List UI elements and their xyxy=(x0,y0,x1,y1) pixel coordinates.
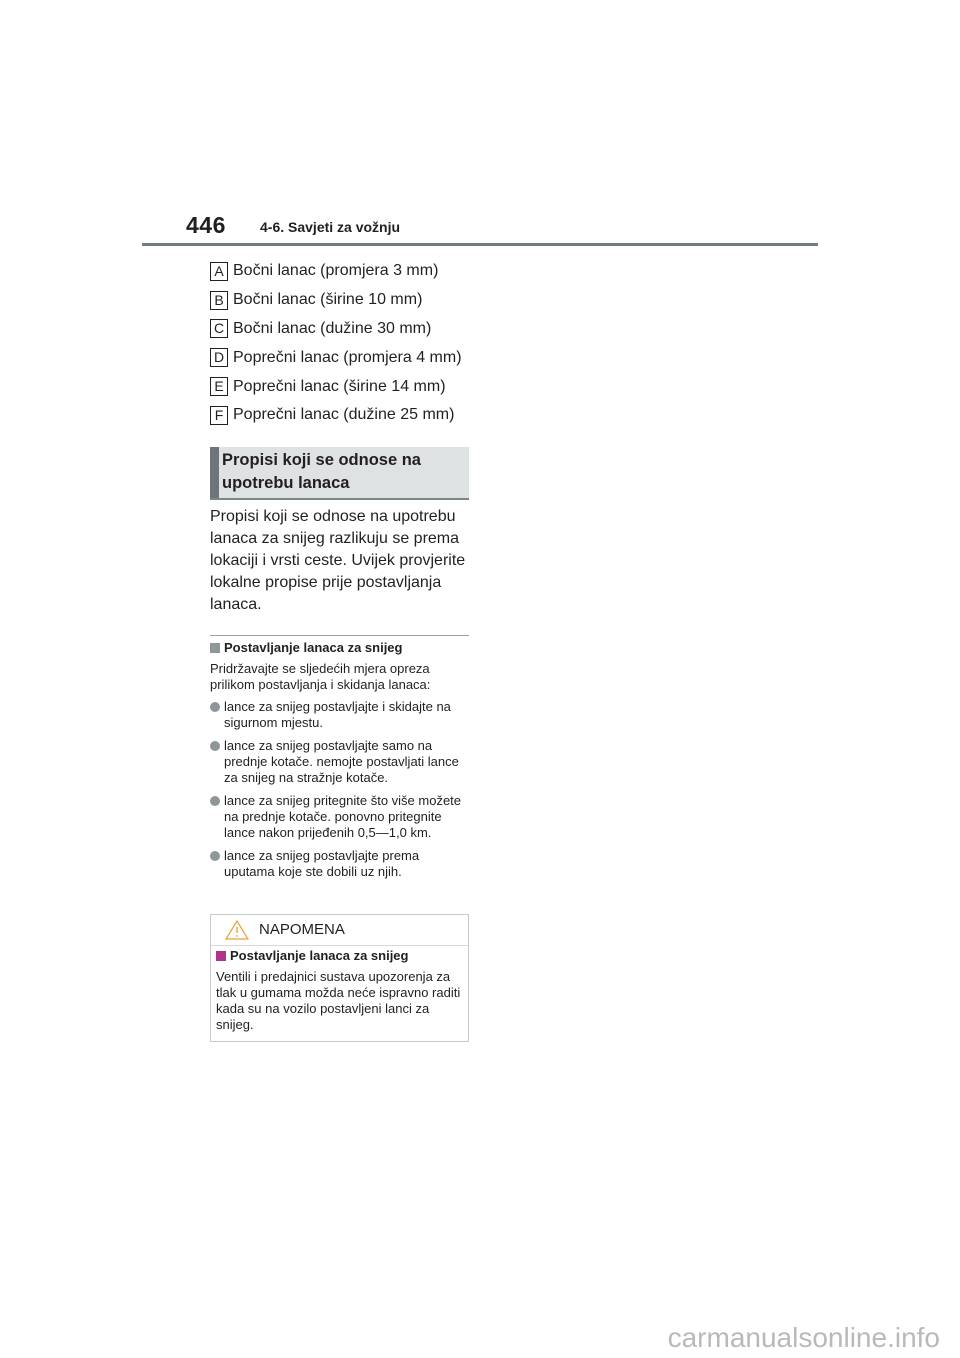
legend-text: Poprečni lanac (širine 14 mm) xyxy=(233,377,446,395)
list-item-text: lance za snijeg postavljajte i skidajte na sigurnom mjestu. xyxy=(224,699,451,730)
section-title: 4-6. Savjeti za vožnju xyxy=(260,219,401,235)
note-subheading-text: Postavljanje lanaca za snijeg xyxy=(230,948,409,963)
legend-letter-box: C xyxy=(210,319,228,338)
bullet-dot-icon xyxy=(210,851,220,861)
legend-text: Bočni lanac (dužine 30 mm) xyxy=(233,319,432,337)
legend-item xyxy=(210,372,462,401)
list-item xyxy=(210,848,472,880)
heading-accent-bar xyxy=(210,447,219,498)
list-item xyxy=(210,699,472,731)
subsection-rule xyxy=(210,635,469,636)
square-bullet-icon xyxy=(210,643,220,653)
legend-letter-box: A xyxy=(210,262,228,281)
note-subheading xyxy=(216,948,408,963)
legend-text: Bočni lanac (promjera 3 mm) xyxy=(233,262,439,280)
list-item-text: lance za snijeg pritegnite što više možete na prednje kotače. ponovno pritegnite lance nakon prijeđenih 0,5—1,0 km. xyxy=(224,793,462,840)
legend-letter-box: F xyxy=(210,406,228,425)
legend-text: Poprečni lanac (dužine 25 mm) xyxy=(233,406,455,424)
note-box xyxy=(210,914,469,1042)
legend-item xyxy=(210,257,462,286)
legend-item xyxy=(210,286,462,315)
note-header xyxy=(211,915,468,946)
legend-text: Bočni lanac (širine 10 mm) xyxy=(233,291,423,309)
regulations-intro: Propisi koji se odnose na upotrebu lanaca za snijeg razlikuju se prema lokaciji i vrsti ceste. Uvijek provjerite lokalne propise prije postavljanja lanaca. xyxy=(210,508,466,613)
page-number: 446 xyxy=(186,212,226,238)
bullet-dot-icon xyxy=(210,702,220,712)
precaution-list xyxy=(210,699,472,887)
regulations-heading: Propisi koji se odnose na upotrebu lanaca xyxy=(222,451,421,492)
note-text: Ventili i predajnici sustava upozorenja za tlak u gumama možda neće ispravno raditi kada su na vozilo postavljeni lanci za snijeg. xyxy=(216,969,461,1032)
watermark: carmanualsonline.info xyxy=(667,1322,940,1353)
legend-item xyxy=(210,315,462,344)
list-item xyxy=(210,793,472,841)
warning-triangle-icon xyxy=(225,920,249,940)
legend-letter-box: D xyxy=(210,348,228,367)
list-item-text: lance za snijeg postavljajte samo na prednje kotače. nemojte postavljati lance za snijeg na stražnje kotače. xyxy=(224,738,459,785)
list-item-text: lance za snijeg postavljajte prema uputama koje ste dobili uz njih. xyxy=(224,848,420,879)
installation-text: Pridržavajte se sljedećih mjera opreza prilikom postavljanja i skidanja lanaca: xyxy=(210,661,431,692)
header-rule xyxy=(142,243,818,246)
bullet-dot-icon xyxy=(210,741,220,751)
legend-letter-box: B xyxy=(210,291,228,310)
regulations-heading-box xyxy=(210,447,469,500)
installation-subheading-text: Postavljanje lanaca za snijeg xyxy=(224,640,403,655)
legend-item xyxy=(210,343,462,372)
square-bullet-icon xyxy=(216,951,226,961)
legend-text: Poprečni lanac (promjera 4 mm) xyxy=(233,348,462,366)
list-item xyxy=(210,738,472,786)
legend-list xyxy=(210,257,462,430)
installation-subheading xyxy=(210,640,402,655)
bullet-dot-icon xyxy=(210,796,220,806)
note-title: NAPOMENA xyxy=(259,921,345,938)
legend-letter-box: E xyxy=(210,377,228,396)
legend-item xyxy=(210,401,462,430)
